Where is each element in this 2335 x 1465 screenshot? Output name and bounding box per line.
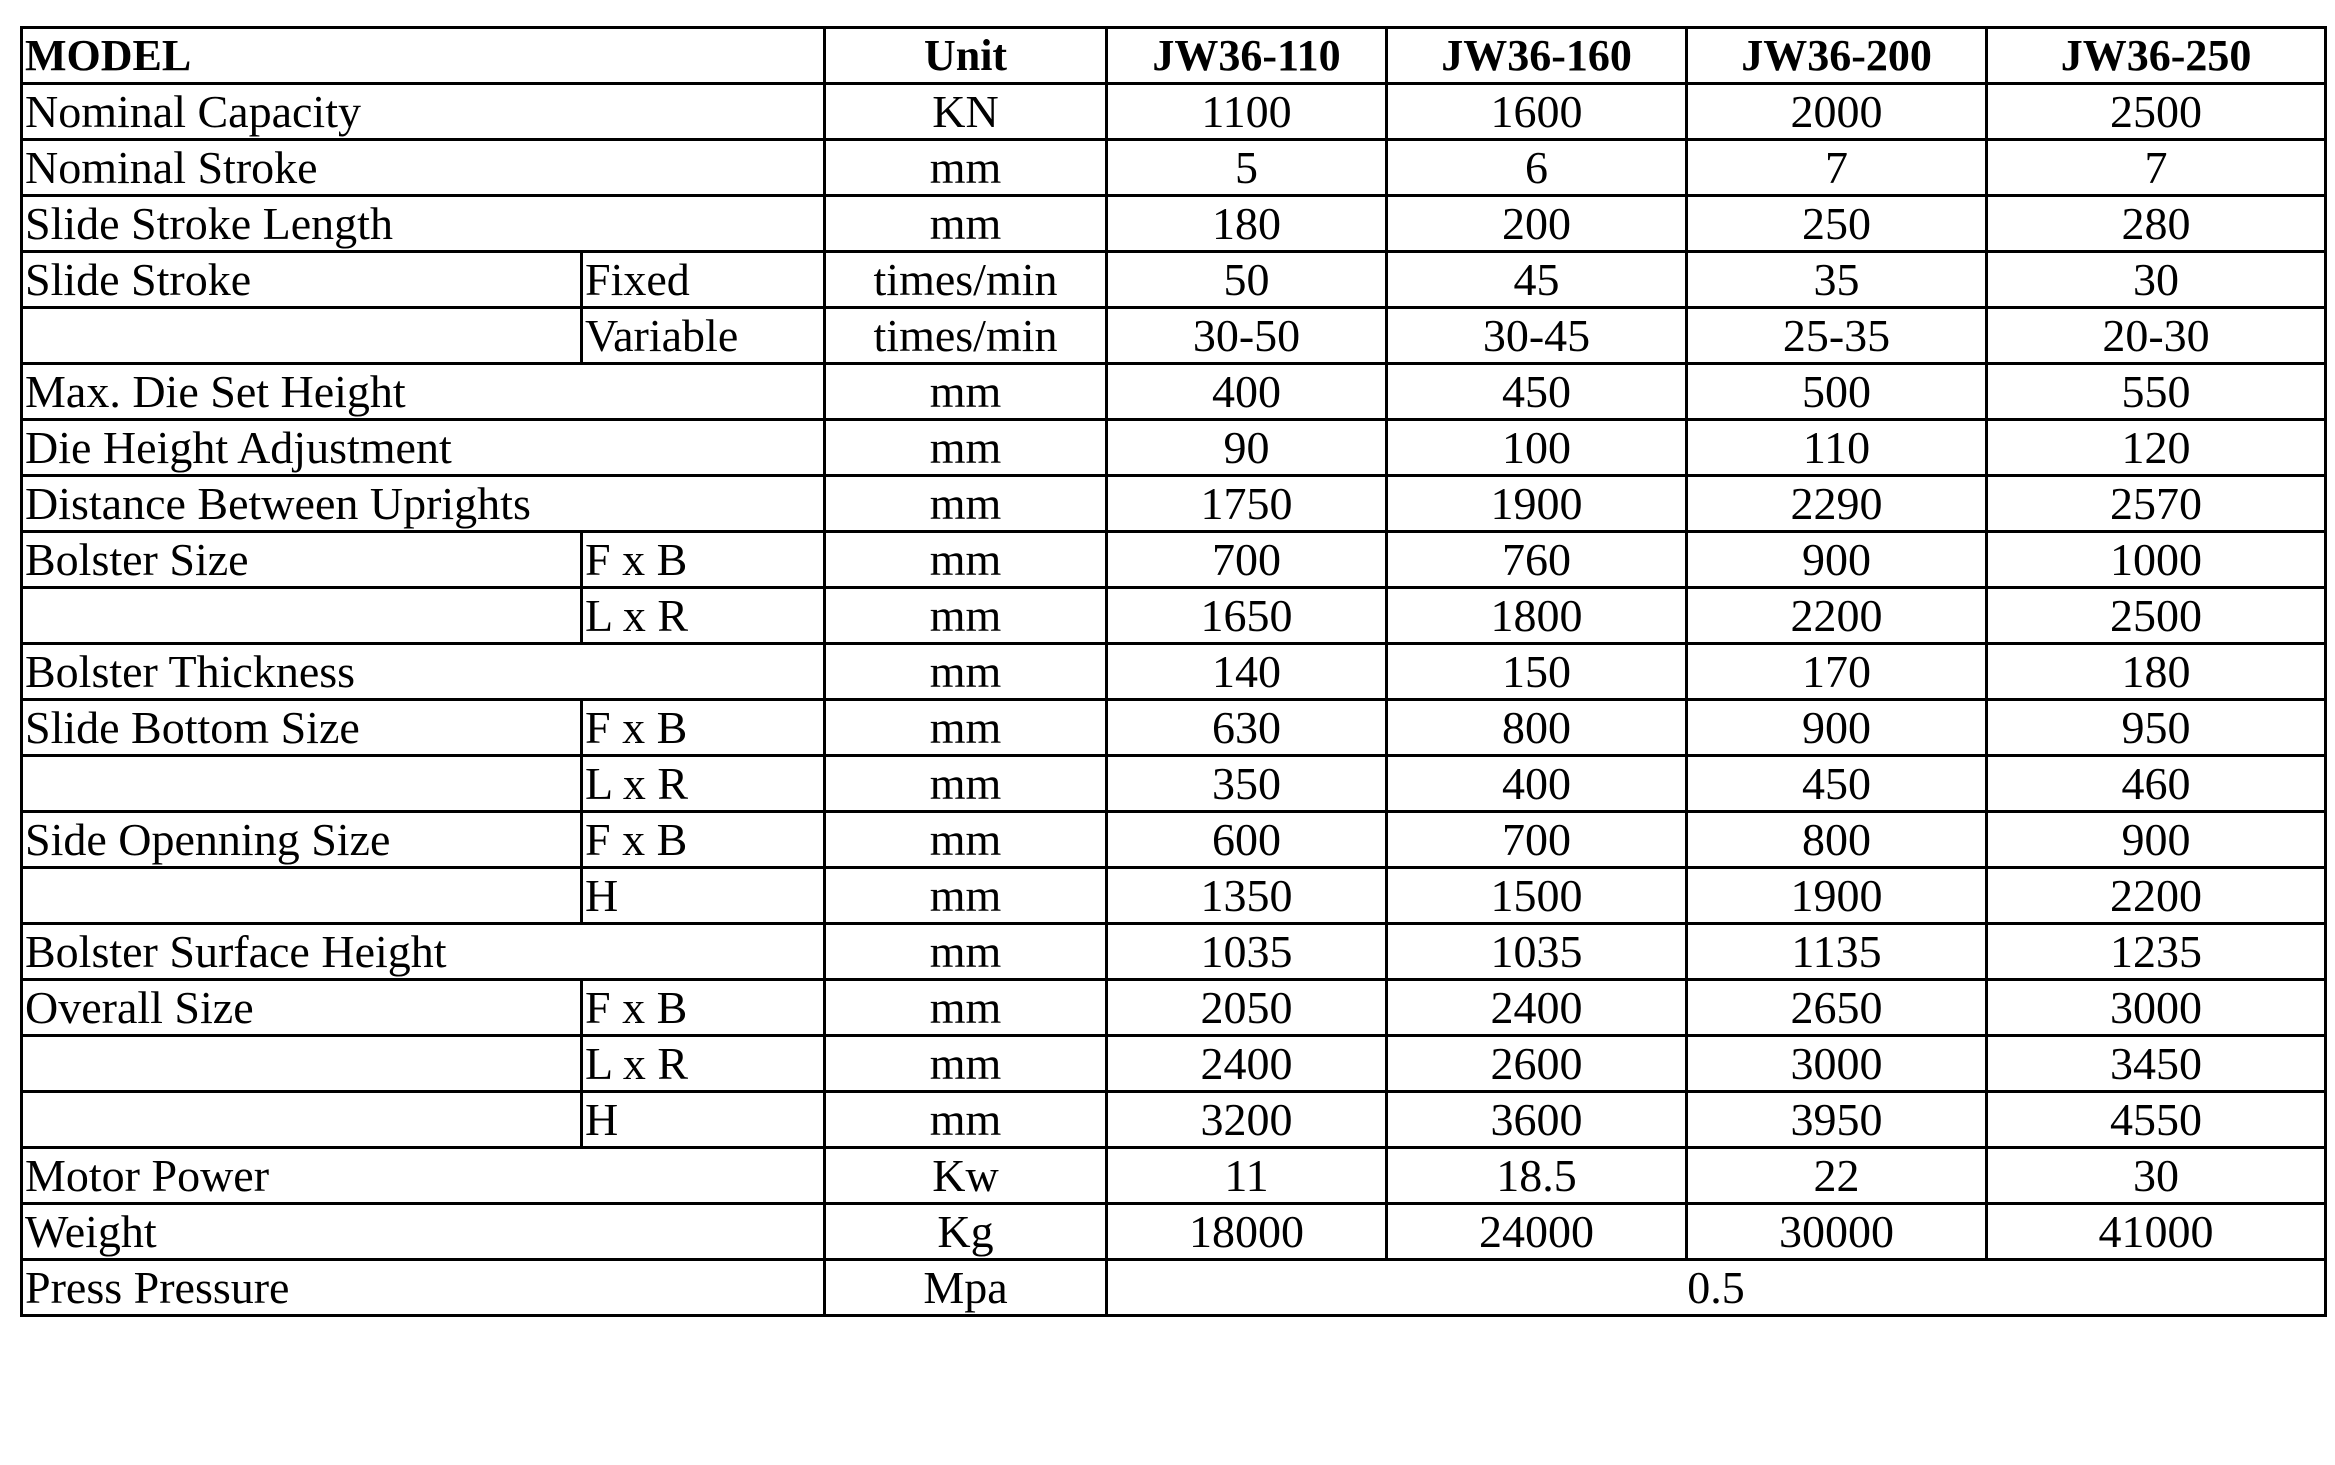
- value-cell: 18000: [1107, 1204, 1387, 1260]
- value-cell: 2600: [1387, 1036, 1687, 1092]
- value-cell: 24000: [1387, 1204, 1687, 1260]
- value-cell: 1600: [1387, 84, 1687, 140]
- value-cell: 2200: [1687, 588, 1987, 644]
- value-cell: 200: [1387, 196, 1687, 252]
- value-cell: 120: [1987, 420, 2326, 476]
- parameter-name: [22, 1092, 582, 1148]
- value-cell: 1035: [1387, 924, 1687, 980]
- parameter-name: [22, 588, 582, 644]
- value-cell: 760: [1387, 532, 1687, 588]
- parameter-name: Motor Power: [22, 1148, 825, 1204]
- value-cell: 1350: [1107, 868, 1387, 924]
- parameter-name: Nominal Capacity: [22, 84, 825, 140]
- value-cell: 280: [1987, 196, 2326, 252]
- value-cell: 450: [1687, 756, 1987, 812]
- value-cell: 950: [1987, 700, 2326, 756]
- value-cell: 2400: [1387, 980, 1687, 1036]
- value-cell: 350: [1107, 756, 1387, 812]
- table-row: [22, 924, 2326, 980]
- value-cell: 1750: [1107, 476, 1387, 532]
- unit-cell: mm: [825, 532, 1107, 588]
- value-cell: 400: [1107, 364, 1387, 420]
- value-cell: 400: [1387, 756, 1687, 812]
- value-cell: 460: [1987, 756, 2326, 812]
- parameter-name: Bolster Thickness: [22, 644, 825, 700]
- value-cell: 30-45: [1387, 308, 1687, 364]
- parameter-name: Press Pressure: [22, 1260, 825, 1316]
- parameter-sub: Variable: [582, 308, 825, 364]
- model-header: MODEL: [22, 28, 825, 84]
- table-row: [22, 84, 2326, 140]
- table-row: [22, 1204, 2326, 1260]
- value-cell: 1000: [1987, 532, 2326, 588]
- value-cell: 110: [1687, 420, 1987, 476]
- parameter-sub: F x B: [582, 980, 825, 1036]
- unit-cell: mm: [825, 1036, 1107, 1092]
- table-row: [22, 420, 2326, 476]
- value-cell: 700: [1387, 812, 1687, 868]
- spec-table: [20, 26, 2327, 1317]
- table-row: [22, 476, 2326, 532]
- value-cell: 1900: [1687, 868, 1987, 924]
- value-cell: 170: [1687, 644, 1987, 700]
- value-cell: 25-35: [1687, 308, 1987, 364]
- model-header-jw36-200: JW36-200: [1687, 28, 1987, 84]
- parameter-sub: H: [582, 1092, 825, 1148]
- value-cell: 100: [1387, 420, 1687, 476]
- parameter-name: Nominal Stroke: [22, 140, 825, 196]
- parameter-sub: H: [582, 868, 825, 924]
- parameter-name: [22, 308, 582, 364]
- value-cell: 2050: [1107, 980, 1387, 1036]
- value-cell: 11: [1107, 1148, 1387, 1204]
- value-cell: 5: [1107, 140, 1387, 196]
- parameter-sub: L x R: [582, 1036, 825, 1092]
- table-row: [22, 532, 2326, 588]
- unit-cell: mm: [825, 364, 1107, 420]
- value-cell: 1650: [1107, 588, 1387, 644]
- parameter-name: Die Height Adjustment: [22, 420, 825, 476]
- value-cell: 2000: [1687, 84, 1987, 140]
- value-cell: 2650: [1687, 980, 1987, 1036]
- unit-cell: mm: [825, 476, 1107, 532]
- value-cell: 30: [1987, 1148, 2326, 1204]
- table-row: [22, 868, 2326, 924]
- value-cell: 150: [1387, 644, 1687, 700]
- table-row: [22, 1148, 2326, 1204]
- value-cell: 550: [1987, 364, 2326, 420]
- value-cell: 4550: [1987, 1092, 2326, 1148]
- unit-cell: mm: [825, 140, 1107, 196]
- table-row: [22, 1092, 2326, 1148]
- parameter-name: [22, 756, 582, 812]
- parameter-sub: F x B: [582, 812, 825, 868]
- value-cell: 45: [1387, 252, 1687, 308]
- value-cell: 35: [1687, 252, 1987, 308]
- value-cell: 630: [1107, 700, 1387, 756]
- parameter-name: Slide Stroke Length: [22, 196, 825, 252]
- table-row: [22, 812, 2326, 868]
- value-cell: 6: [1387, 140, 1687, 196]
- table-row: [22, 644, 2326, 700]
- unit-cell: mm: [825, 700, 1107, 756]
- value-cell: 800: [1687, 812, 1987, 868]
- unit-cell: mm: [825, 980, 1107, 1036]
- parameter-name: Distance Between Uprights: [22, 476, 825, 532]
- value-cell: 900: [1687, 532, 1987, 588]
- unit-cell: mm: [825, 644, 1107, 700]
- parameter-name: Bolster Surface Height: [22, 924, 825, 980]
- parameter-name: Max. Die Set Height: [22, 364, 825, 420]
- value-cell: 2500: [1987, 84, 2326, 140]
- parameter-sub: F x B: [582, 532, 825, 588]
- unit-cell: Kg: [825, 1204, 1107, 1260]
- unit-cell: Mpa: [825, 1260, 1107, 1316]
- value-cell: 250: [1687, 196, 1987, 252]
- parameter-sub: L x R: [582, 588, 825, 644]
- unit-cell: mm: [825, 1092, 1107, 1148]
- value-cell: 900: [1987, 812, 2326, 868]
- value-cell: 1135: [1687, 924, 1987, 980]
- value-cell: 2290: [1687, 476, 1987, 532]
- value-cell: 1500: [1387, 868, 1687, 924]
- value-cell: 700: [1107, 532, 1387, 588]
- value-cell: 50: [1107, 252, 1387, 308]
- parameter-name: Bolster Size: [22, 532, 582, 588]
- unit-cell: mm: [825, 588, 1107, 644]
- table-row: [22, 756, 2326, 812]
- value-cell: 140: [1107, 644, 1387, 700]
- value-cell: 1235: [1987, 924, 2326, 980]
- table-row: [22, 308, 2326, 364]
- table-row: [22, 196, 2326, 252]
- model-header-jw36-160: JW36-160: [1387, 28, 1687, 84]
- value-cell: 3600: [1387, 1092, 1687, 1148]
- parameter-sub: Fixed: [582, 252, 825, 308]
- table-row: [22, 700, 2326, 756]
- table-row: [22, 1036, 2326, 1092]
- value-cell: 7: [1687, 140, 1987, 196]
- value-cell: 3950: [1687, 1092, 1987, 1148]
- unit-cell: mm: [825, 756, 1107, 812]
- unit-cell: mm: [825, 812, 1107, 868]
- value-cell: 180: [1107, 196, 1387, 252]
- table-row: [22, 364, 2326, 420]
- value-cell: 1800: [1387, 588, 1687, 644]
- model-header-jw36-250: JW36-250: [1987, 28, 2326, 84]
- unit-cell: mm: [825, 420, 1107, 476]
- value-cell: 7: [1987, 140, 2326, 196]
- table-row: [22, 980, 2326, 1036]
- value-cell: 30000: [1687, 1204, 1987, 1260]
- table-row: [22, 252, 2326, 308]
- parameter-name: Side Openning Size: [22, 812, 582, 868]
- value-cell: 1100: [1107, 84, 1387, 140]
- press-pressure-value: 0.5: [1107, 1260, 2326, 1316]
- unit-cell: times/min: [825, 308, 1107, 364]
- value-cell: 2570: [1987, 476, 2326, 532]
- unit-header: Unit: [825, 28, 1107, 84]
- value-cell: 1900: [1387, 476, 1687, 532]
- parameter-name: Weight: [22, 1204, 825, 1260]
- parameter-name: Slide Bottom Size: [22, 700, 582, 756]
- value-cell: 30-50: [1107, 308, 1387, 364]
- value-cell: 30: [1987, 252, 2326, 308]
- unit-cell: mm: [825, 868, 1107, 924]
- value-cell: 450: [1387, 364, 1687, 420]
- parameter-name: Slide Stroke: [22, 252, 582, 308]
- value-cell: 1035: [1107, 924, 1387, 980]
- value-cell: 2200: [1987, 868, 2326, 924]
- value-cell: 41000: [1987, 1204, 2326, 1260]
- value-cell: 22: [1687, 1148, 1987, 1204]
- unit-cell: KN: [825, 84, 1107, 140]
- value-cell: 20-30: [1987, 308, 2326, 364]
- value-cell: 3200: [1107, 1092, 1387, 1148]
- value-cell: 3000: [1687, 1036, 1987, 1092]
- parameter-name: Overall Size: [22, 980, 582, 1036]
- unit-cell: times/min: [825, 252, 1107, 308]
- table-row: [22, 140, 2326, 196]
- value-cell: 2500: [1987, 588, 2326, 644]
- value-cell: 180: [1987, 644, 2326, 700]
- unit-cell: mm: [825, 196, 1107, 252]
- unit-cell: Kw: [825, 1148, 1107, 1204]
- value-cell: 90: [1107, 420, 1387, 476]
- parameter-sub: L x R: [582, 756, 825, 812]
- parameter-sub: F x B: [582, 700, 825, 756]
- table-row: [22, 1260, 2326, 1316]
- parameter-name: [22, 1036, 582, 1092]
- table-row: [22, 588, 2326, 644]
- header-row: [22, 28, 2326, 84]
- value-cell: 900: [1687, 700, 1987, 756]
- value-cell: 800: [1387, 700, 1687, 756]
- value-cell: 3000: [1987, 980, 2326, 1036]
- parameter-name: [22, 868, 582, 924]
- value-cell: 2400: [1107, 1036, 1387, 1092]
- value-cell: 600: [1107, 812, 1387, 868]
- value-cell: 3450: [1987, 1036, 2326, 1092]
- value-cell: 18.5: [1387, 1148, 1687, 1204]
- model-header-jw36-110: JW36-110: [1107, 28, 1387, 84]
- unit-cell: mm: [825, 924, 1107, 980]
- value-cell: 500: [1687, 364, 1987, 420]
